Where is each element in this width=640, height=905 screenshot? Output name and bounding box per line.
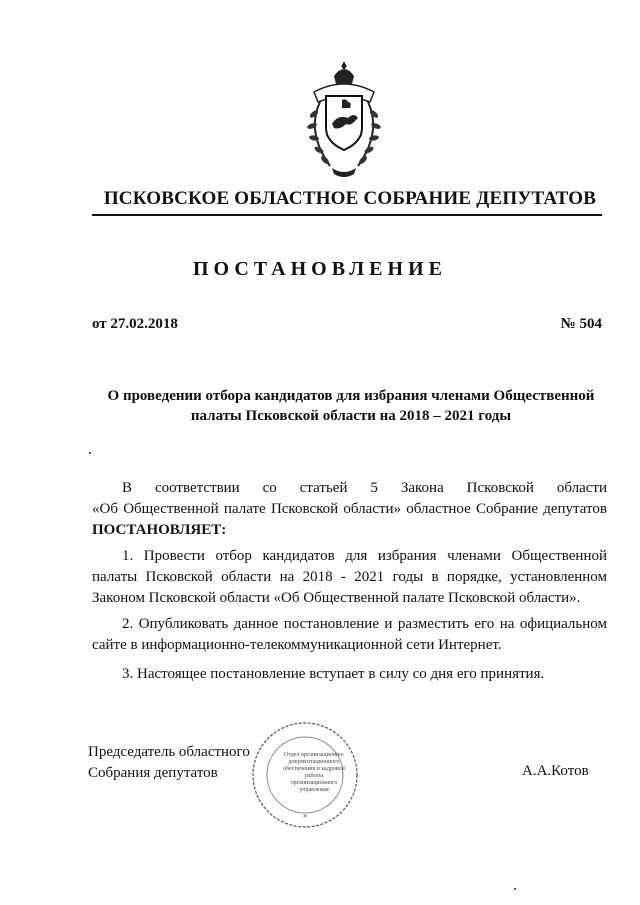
preamble-paragraph [92, 478, 607, 541]
scan-speck [514, 888, 516, 890]
item-line: Законом Псковской области «Об Общественной палате Псковской области». [92, 590, 581, 606]
pskov-coat-of-arms-icon [300, 62, 388, 184]
resolution-item-2 [92, 614, 607, 656]
document-type: ПОСТАНОВЛЕНИЕ [193, 258, 447, 280]
preamble-line: «Об Общественной палате Псковской области» областное Собрание депутатов [92, 501, 607, 517]
resolves-heading: ПОСТАНОВЛЯЕТ: [92, 522, 227, 538]
item-line: 2. Опубликовать данное постановление и разместить его на официальном [122, 616, 607, 632]
svg-text:*: * [303, 813, 307, 822]
organization-title: ПСКОВСКОЕ ОБЛАСТНОЕ СОБРАНИЕ ДЕПУТАТОВ [103, 188, 597, 209]
item-line: палаты Псковской области на 2018 - 2021 годы в порядке, установленном [92, 569, 607, 585]
signatory-name: А.А.Котов [522, 763, 589, 779]
signatory-title-line: Председатель областного [88, 744, 250, 760]
subject-line: О проведении отбора кандидатов для избрания членами Общественной [107, 388, 595, 404]
header-rule [92, 214, 602, 216]
item-line: 3. Настоящее постановление вступает в силу со дня его принятия. [122, 666, 545, 682]
item-line: сайте в информационно-телекоммуникационной сети Интернет. [92, 637, 502, 653]
item-line: 1. Провести отбор кандидатов для избрания членами Общественной [122, 548, 607, 564]
document-subject [96, 386, 606, 426]
stamp-center-text: Отдел организационно-документационного обеспечения и кадровой работы организационного управления [283, 752, 345, 793]
document-number: № 504 [560, 316, 602, 332]
resolution-item-3 [92, 664, 607, 685]
scan-speck [89, 452, 91, 454]
preamble-line: В соответствии со статьей 5 Закона Псковской области [122, 480, 607, 496]
signatory-title [88, 742, 250, 784]
document-date: от 27.02.2018 [92, 316, 178, 332]
subject-line: палаты Псковской области на 2018 – 2021 годы [190, 408, 512, 424]
signatory-title-line: Собрания депутатов [88, 765, 218, 781]
resolution-item-1 [92, 546, 607, 609]
